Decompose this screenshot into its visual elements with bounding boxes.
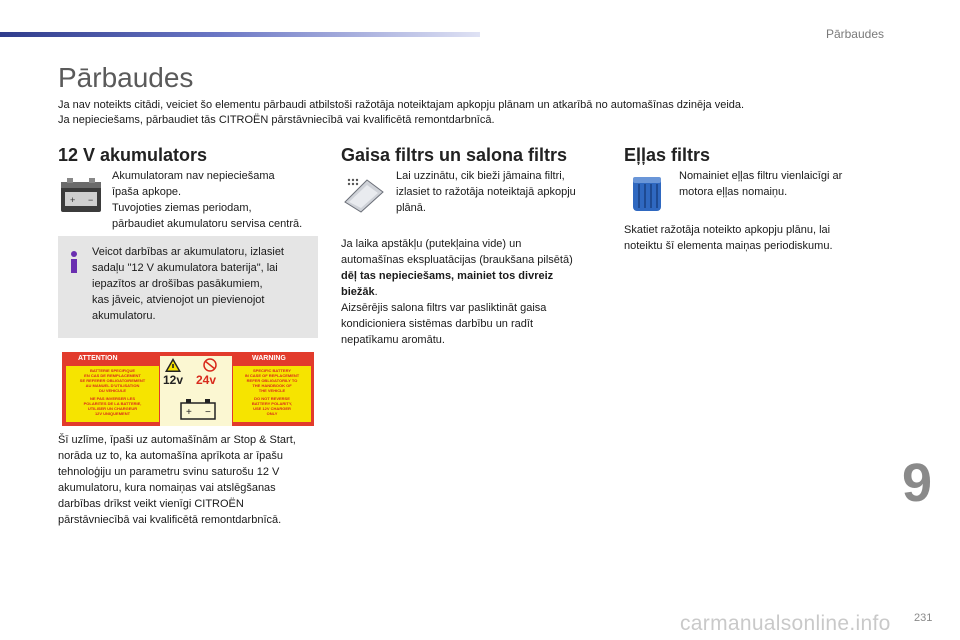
air-filter-line: izlasiet to ražotāja noteiktajā apkopju	[396, 186, 576, 198]
oil-filter-body-line: noteiktu šī elementa maiņas periodiskumu.	[624, 240, 833, 252]
svg-text:+: +	[186, 407, 192, 418]
oil-filter-heading: Eļļas filtrs	[624, 145, 711, 165]
intro-text	[58, 98, 878, 128]
chapter-number: 9	[902, 453, 933, 513]
section-label: Pārbaudes	[825, 27, 884, 41]
no-charge-icon	[200, 358, 220, 372]
battery-icon	[58, 174, 104, 216]
label-text-line: SE REFERER OBLIGATOIREMENT	[79, 378, 146, 383]
label-attention: ATTENTION	[78, 355, 118, 362]
battery-line: Tuvojoties ziemas periodam,	[112, 202, 252, 214]
oil-filter-body	[624, 222, 884, 254]
air-filter-line: Lai uzzinātu, cik bieži jāmaina filtri,	[396, 170, 565, 182]
svg-text:−: −	[205, 407, 211, 418]
air-filter-line: plānā.	[396, 202, 426, 214]
oil-filter-line: motora eļļas nomaiņu.	[679, 186, 788, 198]
air-filter-bold-suffix: .	[374, 286, 378, 298]
page-number: 231	[914, 612, 933, 624]
label-text-line: AU MANUEL D'UTILISATION	[85, 383, 140, 388]
info-line: sadaļu "12 V akumulatora baterija", lai	[92, 262, 278, 274]
air-filter-body-line: Aizsērējis salona filtrs var pasliktināt gaisa	[341, 302, 547, 314]
label-text-line: IN CASE OF REPLACEMENT	[244, 373, 300, 378]
label-text-line: THE HANDBOOK OF	[252, 383, 292, 388]
svg-text:−: −	[88, 195, 94, 205]
battery-line: pārbaudiet akumulatoru servisa centrā.	[112, 218, 303, 230]
watermark: carmanualsonline.info	[680, 612, 891, 635]
label-12v: 12v	[163, 373, 184, 387]
air-filter-body-line: Ja laika apstākļu (putekļaina vide) un	[341, 238, 522, 250]
caption-line: Šī uzlīme, īpaši uz automašīnām ar Stop & Start,	[58, 434, 296, 446]
label-text-line: 12V UNIQUEMENT	[94, 411, 131, 416]
battery-symbol-icon	[180, 398, 216, 420]
label-caption	[58, 432, 320, 528]
battery-text	[112, 168, 322, 232]
label-warning: WARNING	[252, 355, 286, 362]
caption-line: pārstāvniecībā vai kvalificētā remontdarbnīcā.	[58, 514, 282, 526]
label-left-text	[66, 368, 159, 416]
info-icon	[66, 250, 82, 274]
caption-line: norāda uz to, ka automašīna aprīkota ar īpašu	[58, 450, 284, 462]
caption-line: akumulatoru, kura nomaiņas vai atslēgšanas	[58, 482, 276, 494]
info-line: kas jāveic, atvienojot un pievienojot	[92, 294, 265, 306]
caption-line: darbības drīkst veikt vienīgi CITROËN	[58, 498, 244, 510]
label-text-line: POLARITES DE LA BATTERIE,	[83, 401, 142, 406]
label-text-line: USE 12V CHARGER	[253, 406, 291, 411]
label-right-text	[233, 368, 311, 416]
label-text-line: DU VEHICULE	[98, 388, 127, 393]
hazard-icon	[165, 358, 181, 372]
oil-filter-body-line: Skatiet ražotāja noteikto apkopju plānu, lai	[624, 224, 831, 236]
oil-filter-line: Nomainiet eļļas filtru vienlaicīgi ar	[679, 170, 843, 182]
info-line: iepazītos ar drošības pasākumiem,	[92, 278, 263, 290]
oil-filter-icon	[630, 172, 664, 214]
air-filter-heading: Gaisa filtrs un salona filtrs	[341, 145, 568, 165]
label-text-line: THE VEHICLE	[258, 388, 286, 393]
label-text-line: SPECIFIC BATTERY	[252, 368, 291, 373]
battery-line: īpaša apkope.	[112, 186, 182, 198]
header-accent-bar	[0, 32, 480, 37]
label-24v: 24v	[196, 373, 217, 387]
air-filter-body-line: nepatīkamu aromātu.	[341, 334, 445, 346]
label-text-line: UTILISER UN CHARGEUR	[87, 406, 138, 411]
air-filter-body	[341, 236, 611, 348]
info-text	[92, 244, 314, 324]
air-filter-body-line: automašīnas ekspluatācijas (braukšana pilsētā)	[341, 254, 573, 266]
label-text-line: REFER OBLIGATORILY TO	[246, 378, 298, 383]
svg-text:+: +	[70, 195, 76, 205]
air-filter-bold-line: biežāk	[341, 286, 375, 298]
caption-line: tehnoloģiju un parametru svinu saturošu 12 V	[58, 466, 280, 478]
label-text-line: ONLY	[266, 411, 278, 416]
label-text-line: DO NOT REVERSE	[254, 396, 290, 401]
air-filter-icon	[341, 172, 385, 214]
intro-line: Ja nepieciešams, pārbaudiet tās CITROËN pārstāvniecībā vai kvalificētā remontdarbnīcā.	[58, 114, 495, 126]
label-text-line: BATTERIE SPECIFIQUE	[89, 368, 136, 373]
info-line: Veicot darbības ar akumulatoru, izlasiet	[92, 246, 284, 258]
intro-line: Ja nav noteikts citādi, veiciet šo elementu pārbaudi atbilstoši ražotāja noteiktajam apkopju plānam un atkarībā no automašīnas dzinēja veida.	[58, 99, 745, 111]
air-filter-body-line: kondicioniera sistēmas darbību un radīt	[341, 318, 533, 330]
label-text-line: NE PAS INVERSER LES	[89, 396, 136, 401]
label-text-line: BATTERY POLARITY,	[251, 401, 293, 406]
label-text-line: EN CAS DE REMPLACEMENT	[84, 373, 141, 378]
page-title: Pārbaudes	[58, 62, 194, 93]
battery-line: Akumulatoram nav nepieciešama	[112, 170, 275, 182]
oil-filter-intro	[679, 168, 889, 200]
air-filter-bold-line: dēļ tas nepieciešams, mainiet tos divreiz	[341, 270, 554, 282]
air-filter-intro	[396, 168, 606, 216]
battery-heading: 12 V akumulators	[58, 145, 208, 165]
info-line: akumulatoru.	[92, 310, 156, 322]
